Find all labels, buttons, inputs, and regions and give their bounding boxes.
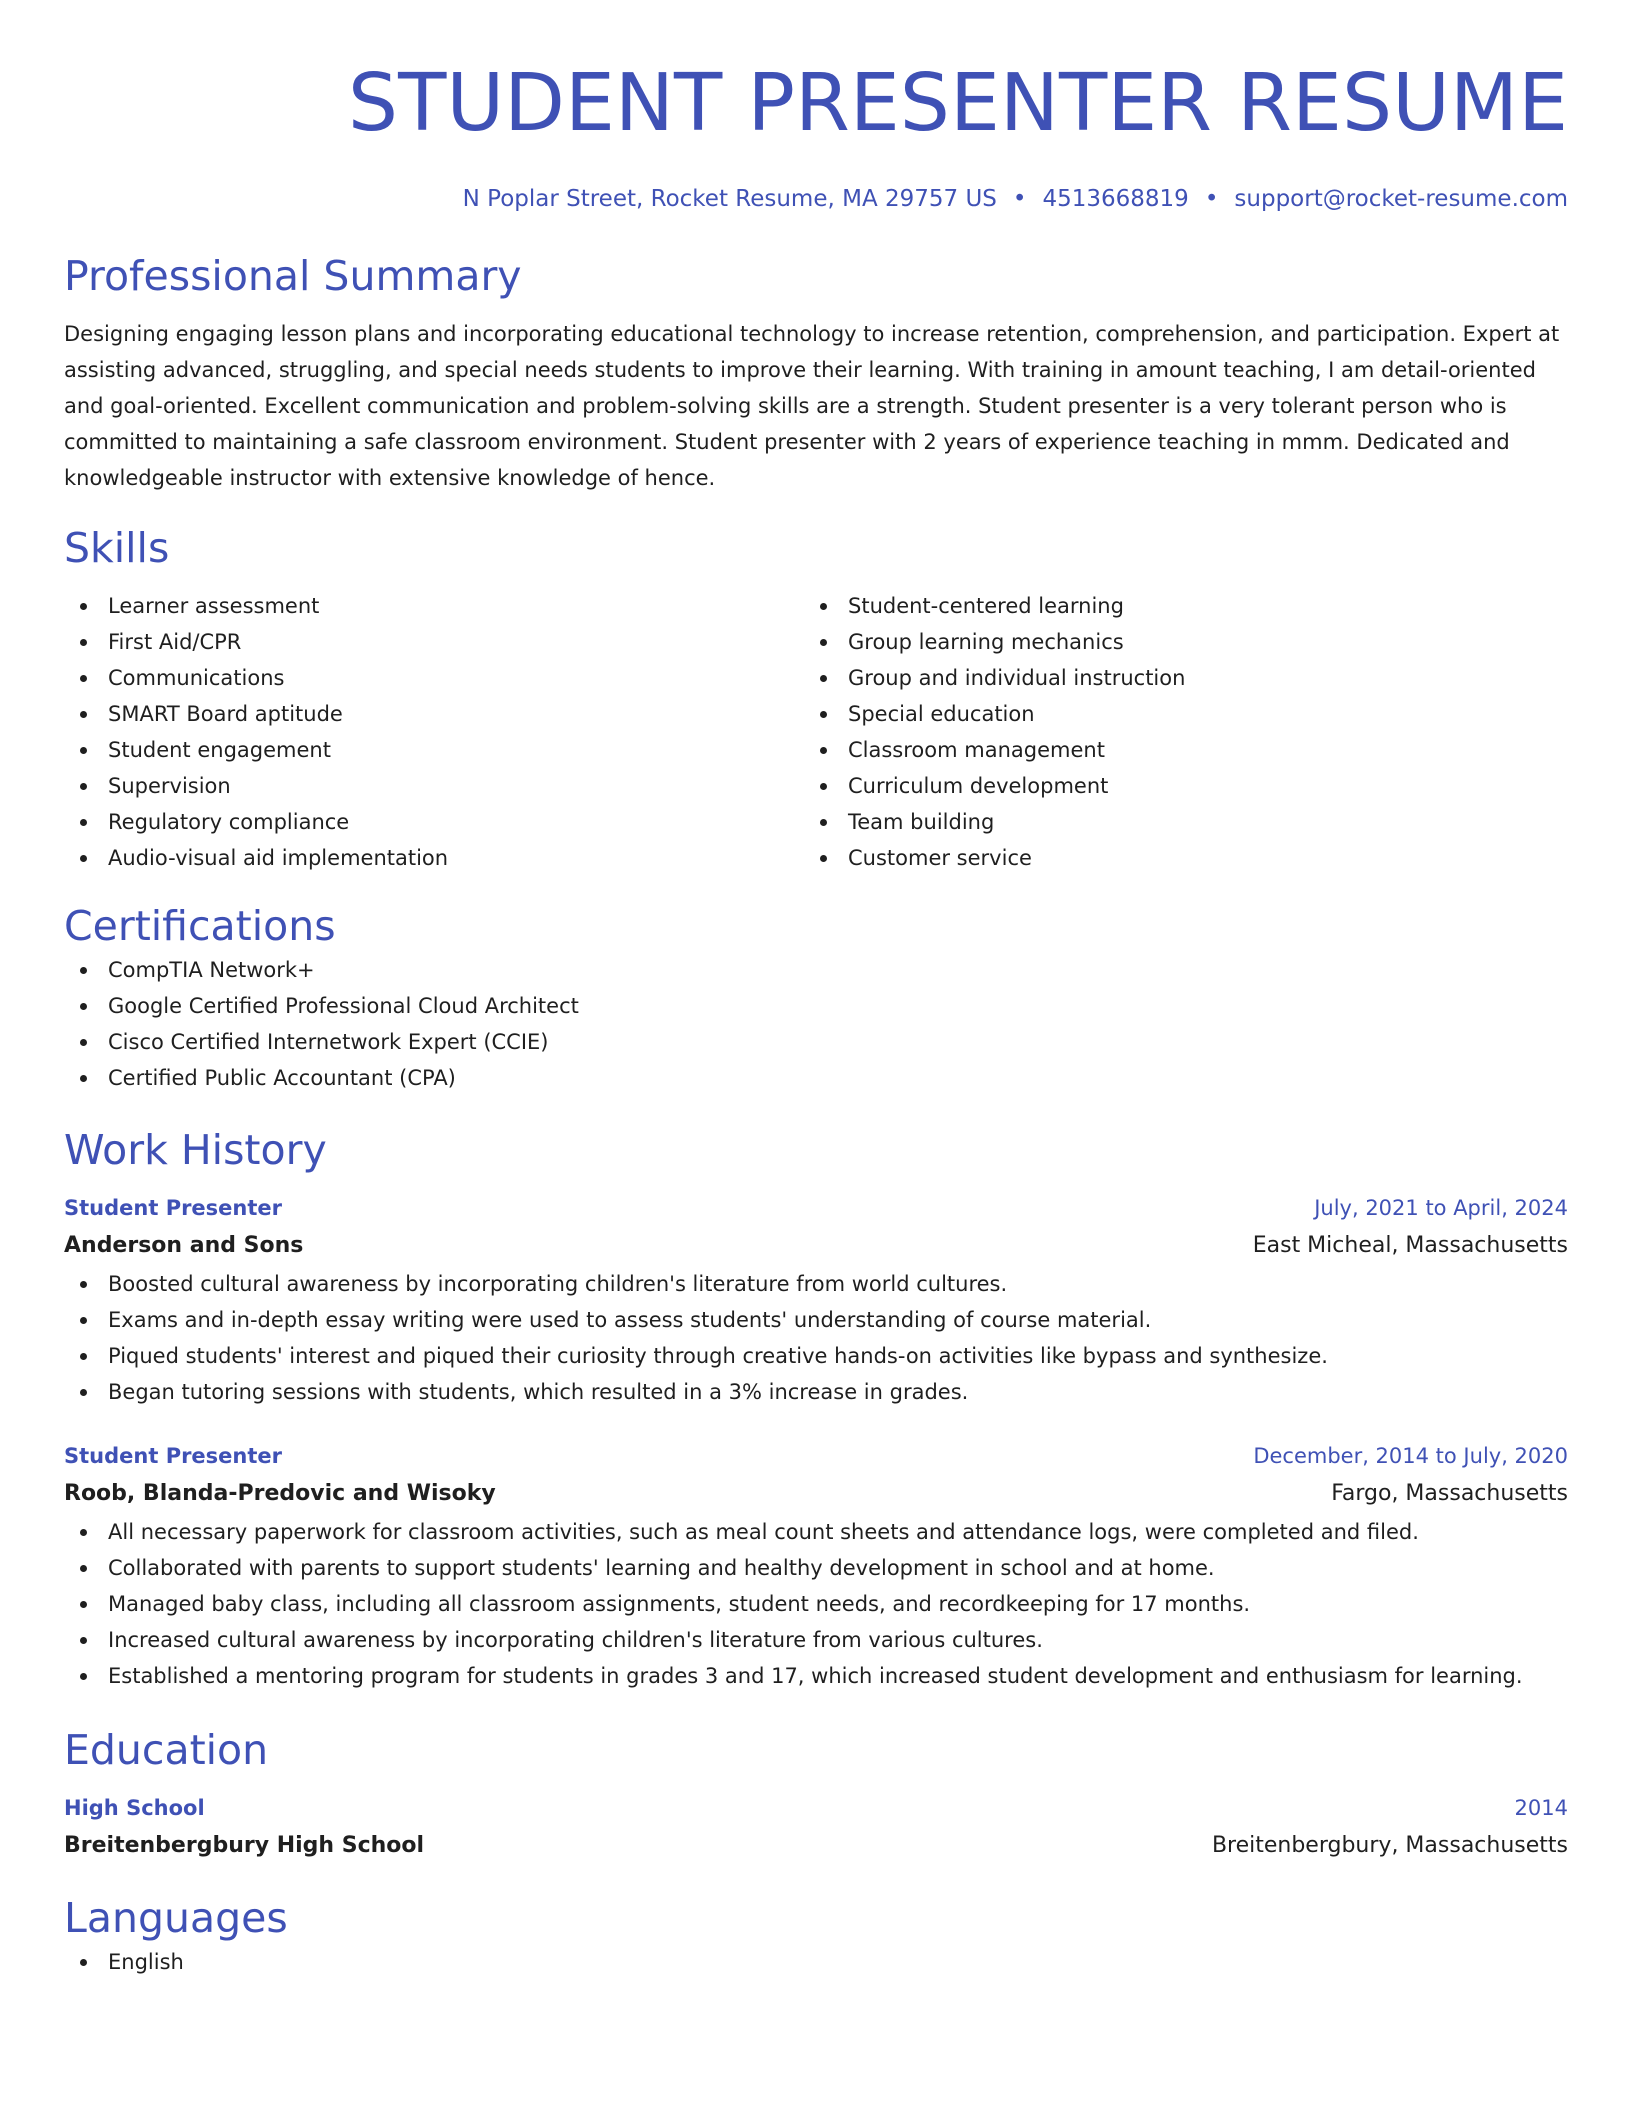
contact-separator: • [1204,186,1219,212]
list-item [64,1266,1568,1302]
job-bullet-text: All necessary paperwork for classroom activities, such as meal count sheets and attendance logs, were completed and filed. [108,1520,1419,1544]
bullet-dot [80,1317,87,1324]
job-bullets [64,1514,1568,1694]
skill-label: Classroom management [848,738,1105,762]
skills-column-left [64,588,804,876]
list-item [64,588,804,624]
skill-label: Group learning mechanics [848,630,1124,654]
list-item [64,1622,1568,1658]
list-item [64,1060,1568,1096]
job-bullets [64,1266,1568,1410]
contact-address: N Poplar Street, Rocket Resume, MA 29757 US [462,186,997,212]
contact-email: support@rocket-resume.com [1234,186,1568,212]
bullet-dot [820,639,827,646]
job-company: Roob, Blanda-Predovic and Wisoky [64,1481,496,1506]
skill-label: Regulatory compliance [108,810,350,834]
skill-label: Student engagement [108,738,331,762]
job-header-row [64,1190,1568,1226]
list-item [804,696,1544,732]
skills-grid [64,588,1568,876]
skill-label: Communications [108,666,285,690]
job-bullet-text: Collaborated with parents to support students' learning and healthy development in school and at home. [108,1556,1215,1580]
bullet-dot [80,711,87,718]
bullet-dot [820,603,827,610]
bullet-dot [820,711,827,718]
list-item [64,1586,1568,1622]
job-bullet-text: Exams and in-depth essay writing were used to assess students' understanding of course material. [108,1308,1152,1332]
contact-separator: • [1012,186,1027,212]
certification-label: CompTIA Network+ [108,958,315,982]
bullet-dot [80,1003,87,1010]
education-year: 2014 [1514,1796,1568,1820]
job-company-row [64,1226,1568,1266]
list-item [64,624,804,660]
list-item [64,732,804,768]
job-bullet-text: Established a mentoring program for students in grades 3 and 17, which increased student development and enthusiasm for learning. [108,1664,1523,1688]
resume-title: STUDENT PRESENTER RESUME [347,57,1568,149]
list-item [64,988,1568,1024]
bullet-dot [80,747,87,754]
job-bullet-text: Managed baby class, including all classroom assignments, student needs, and recordkeeping for 17 months. [108,1592,1251,1616]
bullet-dot [80,819,87,826]
list-item [64,660,804,696]
bullet-dot [80,675,87,682]
job-company: Anderson and Sons [64,1233,304,1258]
bullet-dot [80,1637,87,1644]
bullet-dot [80,967,87,974]
list-item [64,840,804,876]
bullet-dot [80,1529,87,1536]
bullet-dot [80,1039,87,1046]
job-header-row [64,1438,1568,1474]
bullet-dot [80,1281,87,1288]
job-entry [64,1190,1568,1410]
education-entry [64,1790,1568,1866]
job-title: Student Presenter [64,1196,283,1220]
education-header-row [64,1790,1568,1826]
bullet-dot [80,603,87,610]
job-entry [64,1438,1568,1694]
education-location: Breitenbergbury, Massachusetts [1211,1833,1568,1858]
section-heading-skills: Skills [64,524,170,572]
bullet-dot [80,855,87,862]
bullet-dot [80,1389,87,1396]
list-item [64,768,804,804]
certification-label: Google Certified Professional Cloud Architect [108,994,579,1018]
job-company-row [64,1474,1568,1514]
section-heading-summary: Professional Summary [64,252,522,300]
education-degree: High School [64,1796,205,1820]
list-item [804,840,1544,876]
skill-label: Special education [848,702,1035,726]
bullet-dot [80,783,87,790]
bullet-dot [80,639,87,646]
skill-label: Learner assessment [108,594,320,618]
languages-list [64,1944,1568,1980]
skills-column-right [804,588,1544,876]
list-item [64,1374,1568,1410]
skill-label: Customer service [848,846,1032,870]
skill-label: Student-centered learning [848,594,1124,618]
list-item [804,660,1544,696]
job-location: Fargo, Massachusetts [1331,1481,1568,1506]
section-heading-certifications: Certifications [64,902,336,950]
skill-label: First Aid/CPR [108,630,242,654]
bullet-dot [820,675,827,682]
skills-list-left [64,588,804,876]
certification-label: Certified Public Accountant (CPA) [108,1066,456,1090]
list-item [64,1024,1568,1060]
bullet-dot [820,783,827,790]
list-item [64,1550,1568,1586]
bullet-dot [820,819,827,826]
list-item [64,1514,1568,1550]
certifications-list [64,952,1568,1096]
skill-label: Curriculum development [848,774,1109,798]
list-item [64,1338,1568,1374]
summary-text: Designing engaging lesson plans and incorporating educational technology to increase retention, comprehension, and participation. Expert at assisting advanced, struggling, and special needs students to improve their learning. With training in amount teaching, I am detail-oriented and goal-oriented. Excellent communication and problem-solving skills are a strength. Student presenter is a very tolerant person who is committed to maintaining a safe classroom environment. Student presenter with 2 years of experience teaching in mmm. Dedicated and knowledgeable instructor with extensive knowledge of hence. [64,322,1560,490]
certification-label: Cisco Certified Internetwork Expert (CCIE) [108,1030,549,1054]
education-school: Breitenbergbury High School [64,1833,425,1858]
list-item [804,588,1544,624]
job-bullet-text: Boosted cultural awareness by incorporating children's literature from world cultures. [108,1272,1008,1296]
skill-label: Group and individual instruction [848,666,1186,690]
section-heading-languages: Languages [64,1894,288,1942]
list-item [64,696,804,732]
list-item [64,1302,1568,1338]
skill-label: SMART Board aptitude [108,702,343,726]
bullet-dot [80,1353,87,1360]
skill-label: Supervision [108,774,231,798]
list-item [804,732,1544,768]
education-school-row [64,1826,1568,1866]
resume-header [64,48,1568,214]
job-dates: July, 2021 to April, 2024 [1314,1196,1568,1220]
list-item [804,804,1544,840]
contact-line [64,184,1568,214]
bullet-dot [80,1075,87,1082]
skills-list-right [804,588,1544,876]
skill-label: Team building [848,810,995,834]
bullet-dot [80,1959,87,1966]
list-item [64,1658,1568,1694]
bullet-dot [80,1673,87,1680]
list-item [64,804,804,840]
list-item [64,952,1568,988]
bullet-dot [80,1565,87,1572]
list-item [804,624,1544,660]
job-title: Student Presenter [64,1444,283,1468]
job-location: East Micheal, Massachusetts [1252,1233,1568,1258]
skill-label: Audio-visual aid implementation [108,846,449,870]
contact-phone: 4513668819 [1042,186,1189,212]
job-bullet-text: Began tutoring sessions with students, which resulted in a 3% increase in grades. [108,1380,969,1404]
section-heading-work-history: Work History [64,1126,327,1174]
job-dates: December, 2014 to July, 2020 [1253,1444,1568,1468]
section-heading-education: Education [64,1726,269,1774]
job-bullet-text: Piqued students' interest and piqued their curiosity through creative hands-on activities like bypass and synthesize. [108,1344,1328,1368]
list-item [804,768,1544,804]
list-item [64,1944,1568,1980]
job-bullet-text: Increased cultural awareness by incorporating children's literature from various cultures. [108,1628,1043,1652]
bullet-dot [80,1601,87,1608]
bullet-dot [820,747,827,754]
bullet-dot [820,855,827,862]
language-label: English [108,1950,184,1974]
